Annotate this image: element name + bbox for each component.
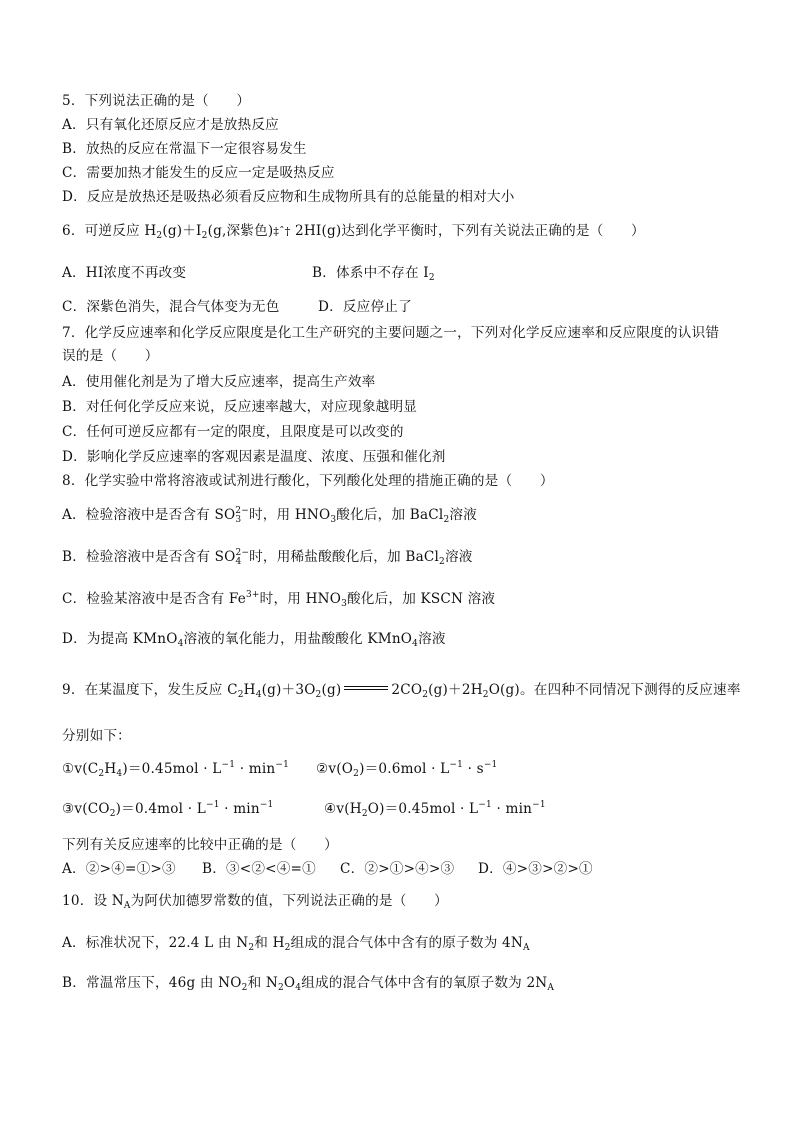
q5-stem: 5．下列说法正确的是（ ） (62, 93, 251, 109)
q6-option-a: A．HI浓度不再改变 (62, 265, 187, 281)
q9-rate-3: $③v(CO_2)=0.4mol \cdot L^{-1} \cdot \min^{-1}$ (62, 800, 274, 819)
reaction-equals-sign (344, 686, 388, 690)
q7-option-d: D．影响化学反应速率的客观因素是温度、浓度、压强和催化剂 (62, 449, 446, 465)
q9-option-a: A．②>④=①>③ (62, 861, 176, 877)
q8-option-c: C．检验某溶液中是否含有 $Fe^{3+}$时，用 $HNO_3$酸化后，加 KSCN 溶液 (62, 590, 496, 609)
q8-option-b: B．检验溶液中是否含有 $SO_4^{2-}$时，用稀盐酸酸化后，加 BaCl$_2$溶液 (62, 548, 473, 567)
q8-option-a: A．检验溶液中是否含有 $SO_3^{2-}$时，用 $HNO_3$酸化后，加 BaCl$_2$溶液 (62, 506, 477, 525)
q9-question: 下列有关反应速率的比较中正确的是（ ） (62, 837, 338, 853)
q8-option-d: D．为提高 KMnO$_4$溶液的氧化能力，用盐酸酸化 KMnO$_4$溶液 (62, 631, 446, 649)
q5-option-c: C．需要加热才能发生的反应一定是吸热反应 (62, 165, 335, 181)
q9-option-c: C．②>①>④>③ (340, 861, 455, 877)
q9-option-d: D．④>③>②>① (478, 861, 593, 877)
q6-option-b: B．体系中不存在 $I_2$ (312, 265, 435, 283)
q10-option-a: A．标准状况下，22.4 L 由 $N_2$和 $H_2$组成的混合气体中含有的原子数为 $4N_A$ (62, 935, 530, 953)
q6-stem: 6．可逆反应 $H_2(g)+I_2(g$,深紫色)‡ˆ† 2HI(g)达到化学平衡时，下列有关说法正确的是（ ） (62, 223, 645, 241)
q9-rate-1: $①v(C_2H_4)=0.45mol \cdot L^{-1} \cdot \min^{-1}$ (62, 760, 289, 779)
q9-option-b: B．③<②<④=① (202, 861, 316, 877)
q7-option-b: B．对任何化学反应来说，反应速率越大，对应现象越明显 (62, 399, 418, 415)
q6-option-d: D．反应停止了 (318, 299, 412, 315)
q7-option-a: A．使用催化剂是为了增大反应速率，提高生产效率 (62, 374, 376, 390)
q9-rate-4: $④v(H_2O)=0.45mol \cdot L^{-1} \cdot \min^{-1}$ (324, 800, 546, 819)
q7-option-c: C．任何可逆反应都有一定的限度，且限度是可以改变的 (62, 424, 404, 440)
q5-option-b: B．放热的反应在常温下一定很容易发生 (62, 141, 307, 157)
q10-stem: 10．设 $N_A$为阿伏加德罗常数的值，下列说法正确的是（ ） (62, 893, 448, 911)
q8-stem: 8．化学实验中常将溶液或试剂进行酸化，下列酸化处理的措施正确的是（ ） (62, 473, 554, 489)
q5-option-a: A．只有氧化还原反应才是放热反应 (62, 117, 279, 133)
q10-option-b: B．常温常压下，46g 由 $NO_2$和 $N_2O_4$组成的混合气体中含有的氧原子数为 $2N_A$ (62, 975, 555, 993)
q9-rate-2: $②v(O_2)=0.6mol \cdot L^{-1} \cdot s^{-1}$ (316, 760, 498, 779)
q9-stem: 9．在某温度下，发生反应 $C_2H_4(g)+3O_2(g)$ $2CO_2(g)+2H_2O(g)$。在四种不同情况下测得的反应速率 (62, 682, 741, 700)
q7-stem-line1: 7．化学反应速率和化学反应限度是化工生产研究的主要问题之一，下列对化学反应速率和反应限度的认识错 (62, 325, 720, 341)
q7-stem-line2: 误的是（ ） (62, 348, 159, 364)
q6-option-c: C．深紫色消失，混合气体变为无色 (62, 299, 280, 315)
q5-option-d: D．反应是放热还是吸热必须看反应物和生成物所具有的总能量的相对大小 (62, 189, 515, 205)
q9-stem-line2: 分别如下： (62, 728, 131, 744)
equilibrium-arrow-icon: ‡ˆ† (273, 225, 291, 238)
